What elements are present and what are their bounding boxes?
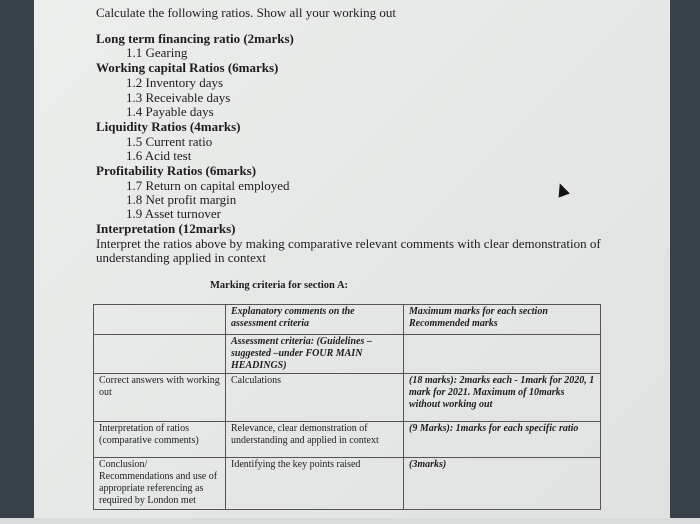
ratio-item: 1.8 Net profit margin [126, 192, 237, 207]
table-row [94, 305, 601, 335]
table-cell: Identifying the key points raised [226, 458, 404, 510]
section-heading: Long term financing ratio (2marks) [96, 31, 294, 46]
table-row [94, 458, 601, 510]
table-row [94, 335, 601, 374]
table-cell: (9 Marks): 1marks for each specific ratio [404, 422, 601, 458]
table-cell: (3marks) [404, 458, 601, 510]
ratio-item: 1.9 Asset turnover [126, 206, 221, 221]
screen-edge [0, 518, 700, 524]
ratio-item: 1.7 Return on capital employed [126, 178, 290, 193]
section-heading: Profitability Ratios (6marks) [96, 163, 257, 178]
ratio-item: 1.3 Receivable days [126, 90, 231, 105]
table-caption: Marking criteria for section A: [210, 280, 349, 291]
table-cell: Explanatory comments on the assessment criteria [226, 305, 404, 335]
table-cell: Interpretation of ratios (comparative comments) [94, 422, 226, 458]
table-cell: Conclusion/ Recommendations and use of appropriate referencing as required by London met [94, 458, 226, 510]
ratio-item: 1.1 Gearing [126, 45, 188, 60]
table-cell [404, 335, 601, 374]
table-cell [94, 335, 226, 374]
table-cell: (18 marks): 2marks each - 1mark for 2020, 1 mark for 2021. Maximum of 10marks without working out [404, 374, 601, 422]
section-heading: Working capital Ratios (6marks) [96, 60, 279, 75]
table-cell: Maximum marks for each section Recommended marks [404, 305, 601, 335]
interpretation-text: understanding applied in context [96, 250, 267, 265]
instructions-title: Calculate the following ratios. Show all your working out [96, 5, 397, 20]
table-cell: Correct answers with working out [94, 374, 226, 422]
ratio-item: 1.2 Inventory days [126, 75, 224, 90]
ratio-item: 1.6 Acid test [126, 148, 192, 163]
table-cell [94, 305, 226, 335]
section-heading: Liquidity Ratios (4marks) [96, 119, 241, 134]
ratio-item: 1.4 Payable days [126, 104, 214, 119]
ratio-item: 1.5 Current ratio [126, 134, 213, 149]
table-row [94, 422, 601, 458]
section-heading: Interpretation (12marks) [96, 221, 236, 236]
table-cell: Assessment criteria: (Guidelines – suggested –under FOUR MAIN HEADINGS) [226, 335, 404, 374]
interpretation-text: Interpret the ratios above by making comparative relevant comments with clear demonstration of [96, 236, 601, 251]
marking-criteria-table [93, 304, 601, 510]
table-row [94, 374, 601, 422]
table-cell: Relevance, clear demonstration of understanding and applied in context [226, 422, 404, 458]
table-cell: Calculations [226, 374, 404, 422]
